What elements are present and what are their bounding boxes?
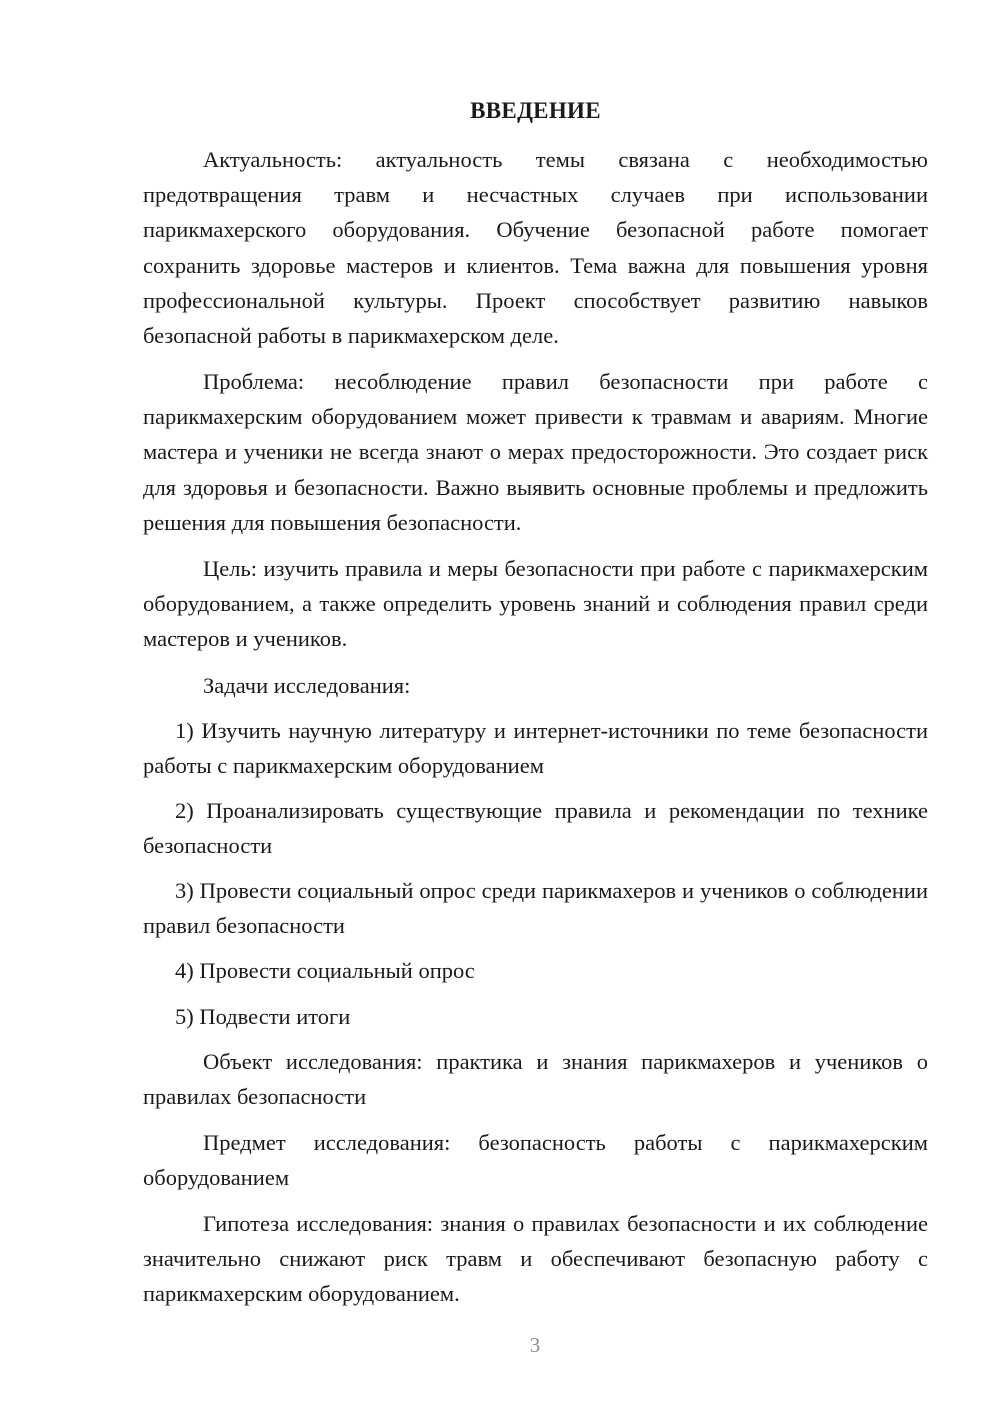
- tasks-heading: Задачи исследования:: [203, 673, 411, 698]
- object-paragraph: Объект исследования: практика и знания парикмахеров и учеников о правилах безопасности: [143, 1049, 928, 1110]
- task-item-4: 4) Провести социальный опрос: [175, 958, 475, 983]
- relevance-paragraph: Актуальность: актуальность темы связана с необходимостью предотвращения травм и несчастных случаев при использовании парикмахерского оборудования. Обучение безопасной работе помогает сохранить здоровье мастеров и клиентов. Тема важна для повышения уровня профессиональной культуры. Проект способствует развитию навыков безопасной работы в парикмахерском деле.: [143, 147, 928, 349]
- task-item-1: 1) Изучить научную литературу и интернет-источники по теме безопасности работы с парикмахерским оборудованием: [143, 718, 928, 779]
- task-item-3: 3) Провести социальный опрос среди парикмахеров и учеников о соблюдении правил безопасности: [143, 878, 928, 939]
- page-number: 3: [529, 1333, 541, 1357]
- task-item-2: 2) Проанализировать существующие правила и рекомендации по технике безопасности: [143, 798, 928, 859]
- subject-paragraph: Предмет исследования: безопасность работы с парикмахерским оборудованием: [143, 1130, 928, 1191]
- task-item-5: 5) Подвести итоги: [175, 1004, 351, 1029]
- goal-paragraph: Цель: изучить правила и меры безопасности при работе с парикмахерским оборудованием, а также определить уровень знаний и соблюдения правил среди мастеров и учеников.: [143, 556, 928, 652]
- hypothesis-paragraph: Гипотеза исследования: знания о правилах безопасности и их соблюдение значительно снижают риск травм и обеспечивают безопасную работу с парикмахерским оборудованием.: [143, 1211, 928, 1307]
- problem-paragraph: Проблема: несоблюдение правил безопасности при работе с парикмахерским оборудованием может привести к травмам и авариям. Многие мастера и ученики не всегда знают о мерах предосторожности. Это создает риск для здоровья и безопасности. Важно выявить основные проблемы и предложить решения для повышения безопасности.: [143, 369, 928, 535]
- section-title: ВВЕДЕНИЕ: [470, 98, 601, 123]
